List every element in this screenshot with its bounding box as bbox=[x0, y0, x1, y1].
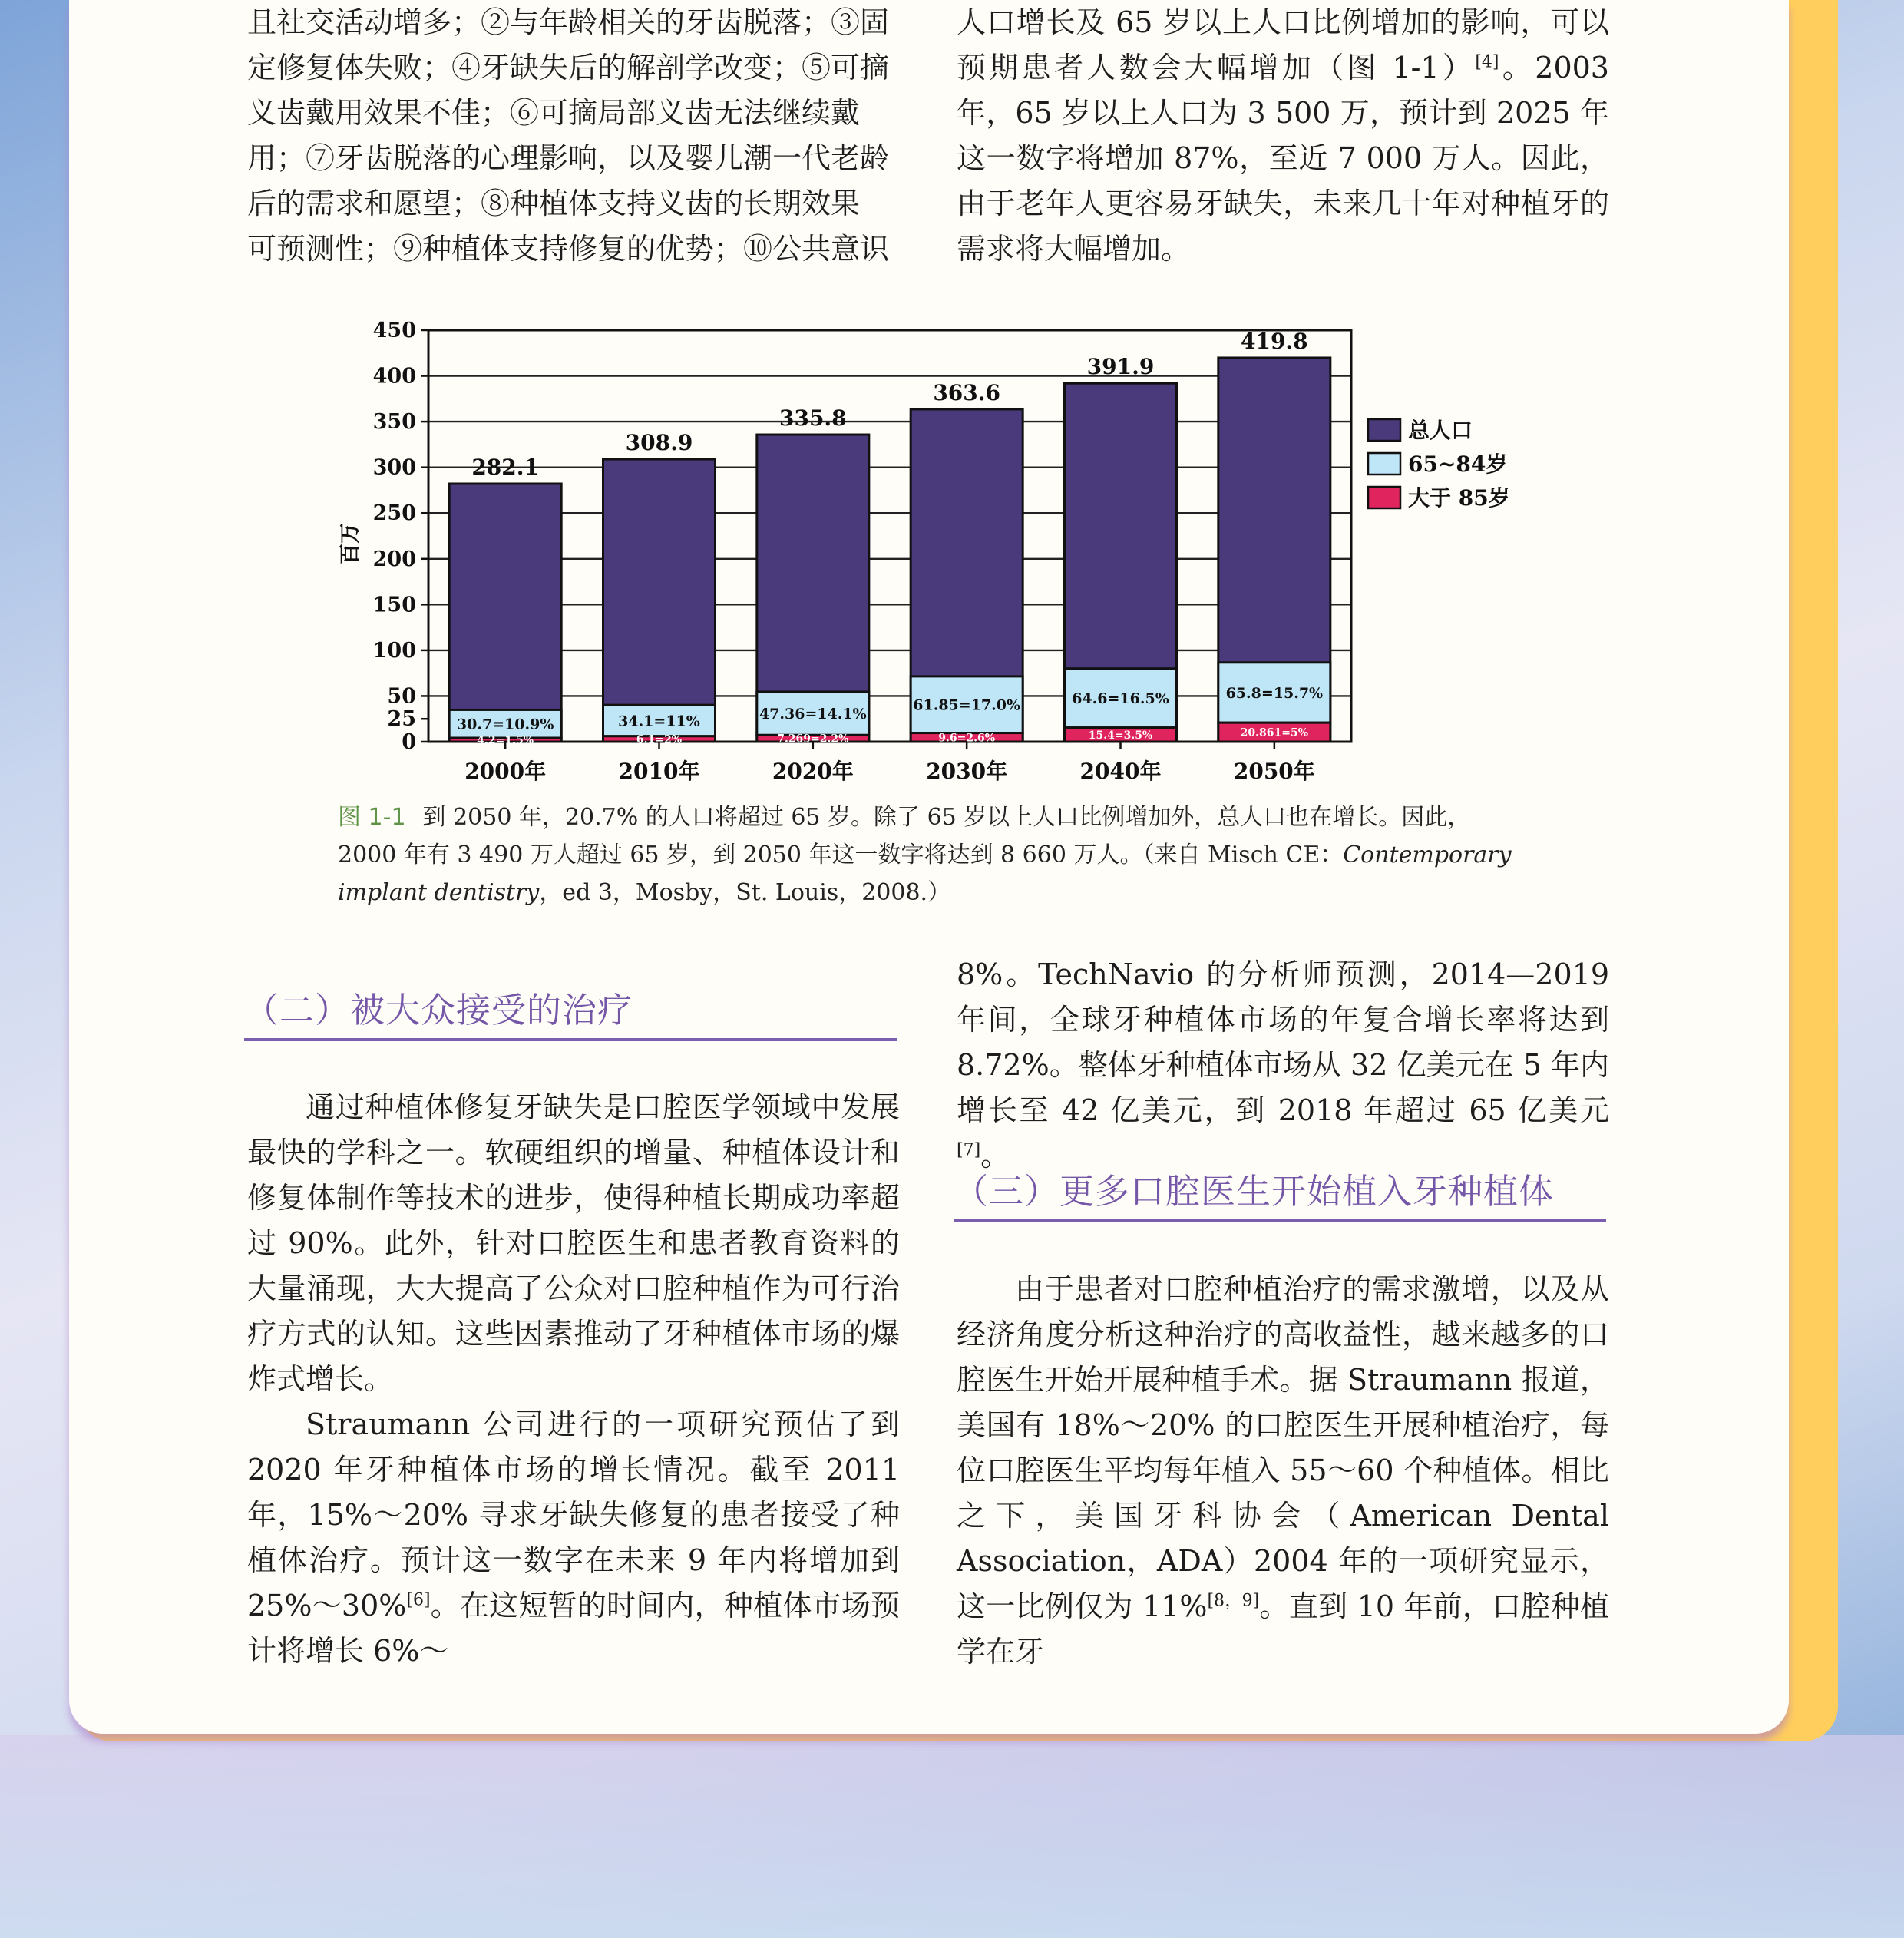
text-line: 定修复体失败；④牙缺失后的解剖学改变；⑤可摘 bbox=[247, 51, 890, 84]
text: 。 bbox=[980, 1139, 1010, 1172]
legend-swatch bbox=[1368, 453, 1400, 475]
figure-caption bbox=[338, 799, 1520, 911]
text-line: 用；⑦牙齿脱落的心理影响，以及婴儿潮一代老龄 bbox=[247, 141, 890, 175]
y-tick-label: 250 bbox=[372, 501, 416, 526]
paragraph bbox=[957, 1267, 1609, 1675]
legend-label: 65~84岁 bbox=[1408, 451, 1508, 477]
y-tick-label: 150 bbox=[372, 593, 416, 617]
section-title-3: （三）更多口腔医生开始植入牙种植体 bbox=[954, 1169, 1606, 1222]
section-3-body bbox=[957, 1267, 1609, 1675]
figure-label: 图 1-1 bbox=[338, 804, 406, 831]
bar-total-population bbox=[449, 484, 561, 742]
data-label-65-84: 47.36=14.1% bbox=[759, 706, 867, 723]
data-label-total: 419.8 bbox=[1240, 328, 1308, 354]
x-tick-label: 2020年 bbox=[772, 759, 854, 784]
citation: [7] bbox=[957, 1140, 981, 1160]
legend-label: 大于 85岁 bbox=[1408, 485, 1510, 511]
text: 人口增长及 65 岁以上人口比例增加的影响，可以预期患者人数会大幅增加（图 1-1） bbox=[957, 5, 1609, 84]
paragraph bbox=[957, 0, 1609, 272]
text: 8%。TechNavio 的分析师预测，2014—2019 年间，全球牙种植体市场的年复合增长率将达到 8.72%。整体牙种植体市场从 32 亿美元在 5 年内增长至 42 亿美元，到 2018 年超过 65 亿美元 bbox=[957, 957, 1609, 1127]
data-label-over-85: 4.2=1.5% bbox=[477, 734, 534, 747]
data-label-65-84: 34.1=11% bbox=[618, 713, 700, 730]
y-tick-label: 350 bbox=[372, 410, 416, 435]
y-tick-label: 100 bbox=[372, 638, 416, 663]
x-tick-label: 2030年 bbox=[926, 759, 1008, 784]
text: Straumann 公司进行的一项研究预估了到 2020 年牙种植体市场的增长情况。截至 2011 年，15%～20% 寻求牙缺失修复的患者接受了种植体治疗。预计这一数字在未来 9 年内将增加到 25%～30% bbox=[247, 1407, 900, 1622]
population-bar-chart bbox=[330, 315, 1559, 791]
text: 。2003 年，65 岁以上人口为 3 500 万，预计到 2025 年这一数字将增加 87%，至近 7 000 万人。因此，由于老年人更容易牙缺失，未来几十年对种植牙的需求将大幅增加。 bbox=[957, 51, 1609, 266]
text-line: 后的需求和愿望；⑧种植体支持义齿的长期效果 bbox=[247, 187, 861, 220]
text-line: 且社交活动增多；②与年龄相关的牙齿脱落；③固 bbox=[247, 5, 890, 39]
y-tick-label: 400 bbox=[372, 364, 416, 389]
y-tick-label: 50 bbox=[387, 684, 416, 709]
section-2-continuation bbox=[957, 952, 1609, 1179]
y-axis-label: 百万 bbox=[339, 523, 362, 564]
data-label-total: 282.1 bbox=[471, 454, 540, 480]
plot-frame bbox=[428, 330, 1351, 745]
data-label-total: 335.8 bbox=[778, 405, 847, 432]
x-tick-label: 2050年 bbox=[1233, 759, 1315, 784]
bar-total-population bbox=[603, 459, 716, 742]
data-label-65-84: 61.85=17.0% bbox=[913, 696, 1021, 714]
data-label-total: 308.9 bbox=[625, 430, 693, 456]
paragraph bbox=[247, 1402, 900, 1674]
citation: [6] bbox=[406, 1590, 431, 1610]
caption-book-title: Contemporary implant dentistry bbox=[338, 842, 1512, 906]
x-tick-label: 2010年 bbox=[618, 759, 700, 784]
background-glow bbox=[0, 1735, 1904, 1938]
legend-swatch bbox=[1368, 419, 1400, 441]
data-label-65-84: 30.7=10.9% bbox=[456, 716, 554, 733]
data-label-65-84: 65.8=15.7% bbox=[1225, 684, 1324, 702]
text-line: 可预测性；⑨种植体支持修复的优势；⑩公共意识 bbox=[247, 232, 890, 266]
data-label-over-85: 6.1=2% bbox=[636, 733, 683, 746]
x-tick-label: 2040年 bbox=[1079, 759, 1162, 784]
y-tick-label: 300 bbox=[372, 455, 416, 480]
x-tick-label: 2000年 bbox=[464, 759, 547, 784]
legend-label: 总人口 bbox=[1408, 418, 1473, 443]
data-label-total: 391.9 bbox=[1086, 354, 1155, 380]
top-right-column bbox=[957, 0, 1609, 272]
data-label-over-85: 20.861=5% bbox=[1240, 726, 1309, 739]
y-tick-label: 25 bbox=[387, 707, 416, 732]
text: 。直到 10 年前，口腔种植学在牙 bbox=[957, 1589, 1609, 1668]
legend-swatch bbox=[1368, 487, 1400, 508]
y-tick-label: 450 bbox=[372, 319, 416, 342]
text: 。在这短暂的时间内，种植体市场预计将增长 6%～ bbox=[247, 1589, 900, 1668]
section-title-2: （二）被大众接受的治疗 bbox=[244, 987, 897, 1041]
section-2-body bbox=[247, 1085, 900, 1674]
y-tick-label: 200 bbox=[372, 547, 416, 571]
text: 由于患者对口腔种植治疗的需求激增，以及从经济角度分析这种治疗的高收益性，越来越多的口腔医生开始开展种植手术。据 Straumann 报道，美国有 18%～20% 的口腔医生开展种植治疗，每位口腔医生平均每年植入 55～60 个种植体。相比之下，美国牙科协会（American Dental Association，ADA）2004 年的一项研究显示，这一比例仅为 11% bbox=[957, 1272, 1609, 1623]
paragraph bbox=[957, 952, 1609, 1179]
data-label-over-85: 15.4=3.5% bbox=[1088, 729, 1153, 742]
y-tick-label: 0 bbox=[402, 730, 416, 754]
data-label-total: 363.6 bbox=[933, 379, 1001, 405]
data-label-over-85: 9.6=2.6% bbox=[938, 732, 996, 745]
data-label-65-84: 64.6=16.5% bbox=[1072, 690, 1169, 708]
text-line: 义齿戴用效果不佳；⑥可摘局部义齿无法继续戴 bbox=[247, 96, 861, 130]
paragraph: 通过种植体修复牙缺失是口腔医学领域中发展最快的学科之一。软硬组织的增量、种植体设计和修复体制作等技术的进步，使得种植长期成功率超过 90%。此外，针对口腔医生和患者教育资料的大量涌现，大大提高了公众对口腔种植作为可行治疗方式的认知。这些因素推动了牙种植体市场的爆炸式增长。 bbox=[247, 1090, 900, 1396]
citation: [4] bbox=[1475, 52, 1499, 72]
caption-tail: ，ed 3，Mosby，St. Louis，2008.） bbox=[539, 879, 951, 906]
data-label-over-85: 7.269=2.2% bbox=[777, 733, 849, 746]
top-left-column bbox=[247, 0, 900, 272]
caption-text: 到 2050 年，20.7% 的人口将超过 65 岁。除了 65 岁以上人口比例增加外，总人口也在增长。因此，2000 年有 3 490 万人超过 65 岁，到 2050 年这一数字将达到 8 660 万人。（来自 Misch CE： bbox=[338, 804, 1471, 868]
citation: [8，9] bbox=[1207, 1591, 1260, 1611]
